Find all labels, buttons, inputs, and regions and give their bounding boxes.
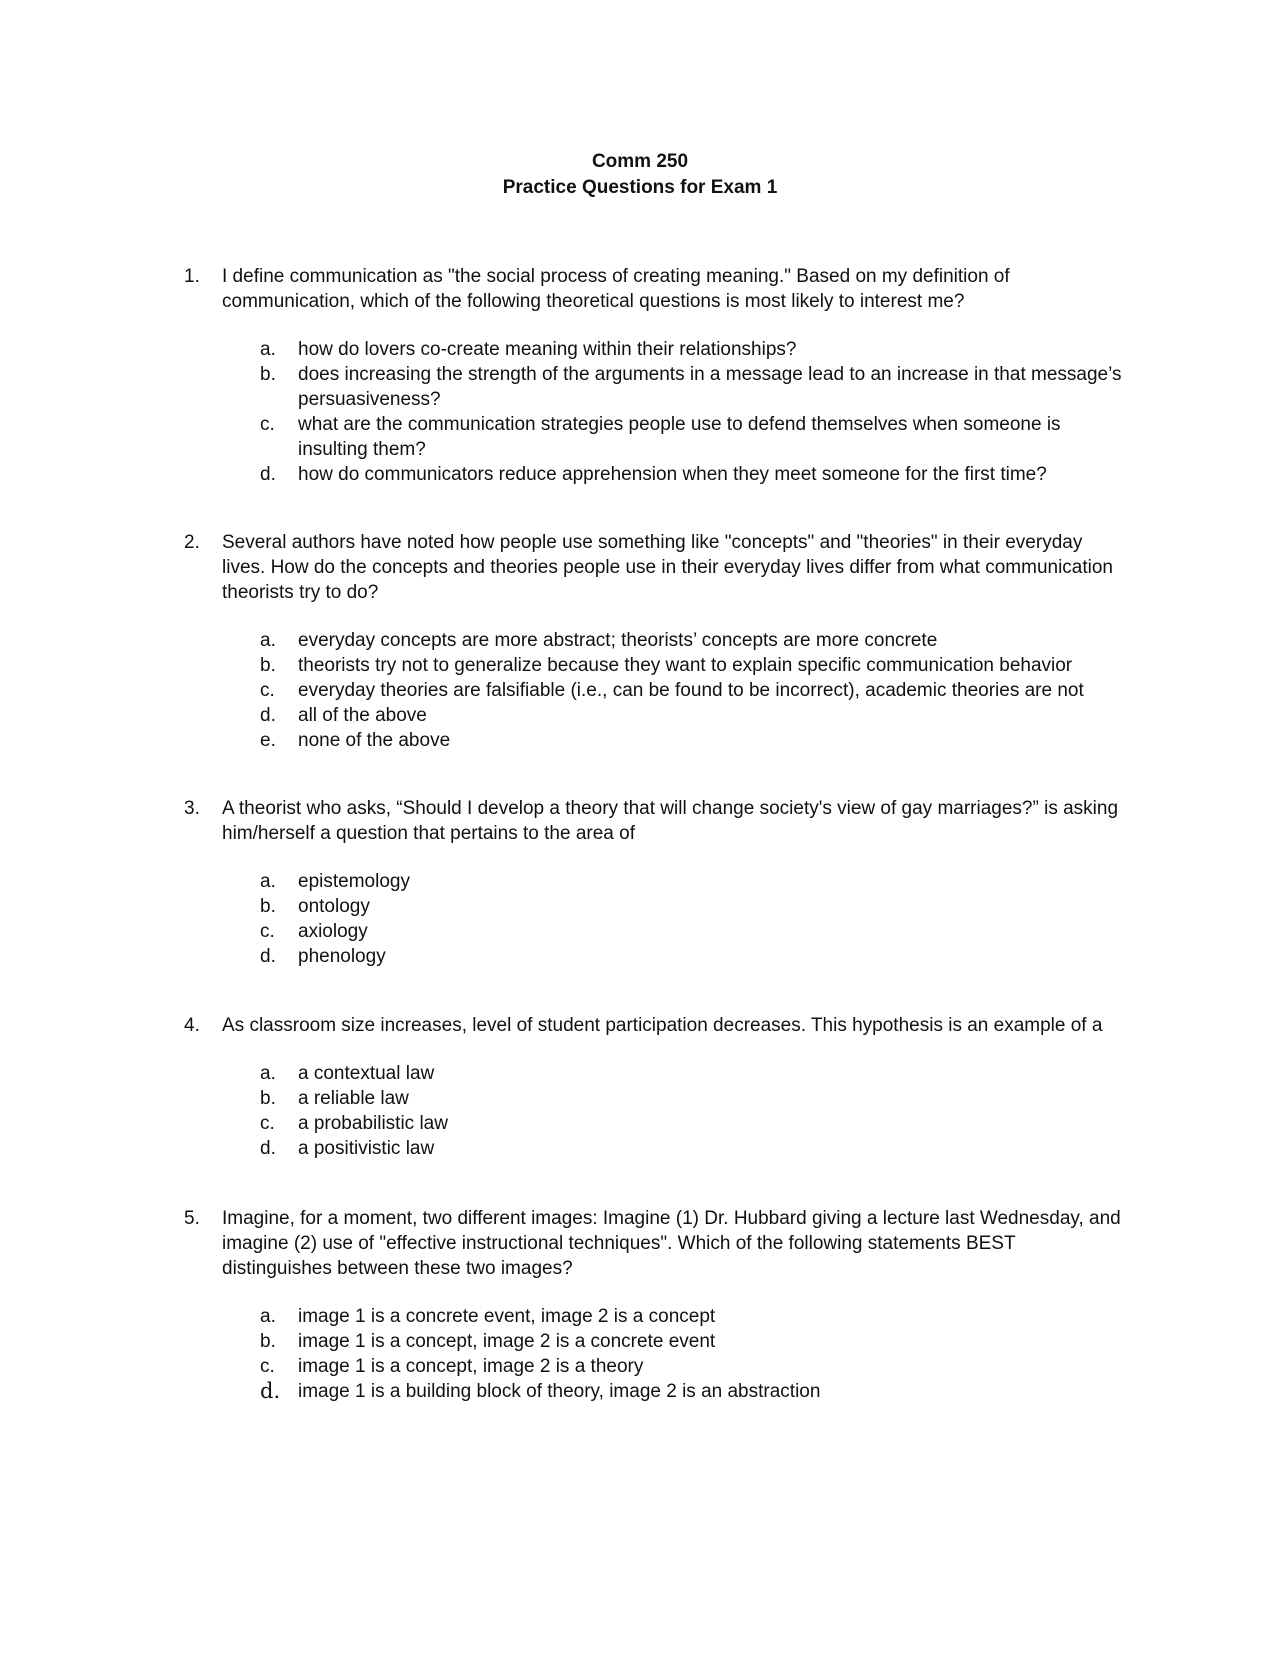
option-list <box>260 628 1124 753</box>
option-text: ontology <box>298 896 370 917</box>
question-2 <box>184 530 1124 753</box>
option-letter: d. <box>260 946 276 967</box>
option-d <box>260 944 1124 969</box>
option-text: epistemology <box>298 871 410 892</box>
option-letter: d. <box>260 705 276 726</box>
question-text: I define communication as "the social process of creating meaning." Based on my definition of communication, which of the following theoretical questions is most likely to interest me? <box>222 266 1010 312</box>
option-a <box>260 1061 1124 1086</box>
option-letter: a. <box>260 1063 276 1084</box>
option-text: none of the above <box>298 730 451 751</box>
option-a <box>260 628 1124 653</box>
option-text: all of the above <box>298 705 427 726</box>
option-c <box>260 1354 1124 1379</box>
option-letter: b. <box>260 1088 276 1109</box>
option-text: everyday concepts are more abstract; theorists’ concepts are more concrete <box>298 630 938 651</box>
question-4 <box>184 1013 1124 1161</box>
option-text: a contextual law <box>298 1063 435 1084</box>
option-letter: c. <box>260 1113 275 1134</box>
question-number: 2. <box>184 532 200 553</box>
option-text: how do communicators reduce apprehension when they meet someone for the first time? <box>298 464 1047 485</box>
option-c <box>260 412 1124 462</box>
option-text: phenology <box>298 946 386 967</box>
question-text: Imagine, for a moment, two different images: Imagine (1) Dr. Hubbard giving a lecture last Wednesday, and imagine (2) use of "effective instructional techniques". Which of the following statements BEST distinguishes between these two images? <box>222 1208 1121 1279</box>
course-title: Comm 250 <box>591 151 689 172</box>
exam-subtitle: Practice Questions for Exam 1 <box>502 177 778 198</box>
option-list <box>260 1061 1124 1161</box>
option-text: a reliable law <box>298 1088 409 1109</box>
option-letter: b. <box>260 364 276 385</box>
option-c <box>260 1111 1124 1136</box>
option-text: theorists try not to generalize because they want to explain specific communication behavior <box>298 655 1073 676</box>
question-text: Several authors have noted how people use something like "concepts" and "theories" in their everyday lives. How do the concepts and theories people use in their everyday lives differ from what communication theorists try to do? <box>222 532 1113 603</box>
option-text: image 1 is a concept, image 2 is a concrete event <box>298 1331 716 1352</box>
option-list <box>260 1304 1124 1404</box>
option-c <box>260 919 1124 944</box>
question-number: 3. <box>184 798 200 819</box>
question-text: A theorist who asks, “Should I develop a theory that will change society's view of gay marriages?” is asking him/herself a question that pertains to the area of <box>222 798 1119 844</box>
option-letter: a. <box>260 871 276 892</box>
option-text: image 1 is a concept, image 2 is a theory <box>298 1356 644 1377</box>
option-letter: b. <box>260 1331 276 1352</box>
option-b <box>260 362 1124 412</box>
option-b <box>260 1086 1124 1111</box>
option-d <box>260 1379 1124 1404</box>
question-number: 1. <box>184 266 200 287</box>
option-a <box>260 869 1124 894</box>
option-letter: c. <box>260 680 275 701</box>
option-text: how do lovers co-create meaning within their relationships? <box>298 339 797 360</box>
question-5 <box>184 1206 1124 1404</box>
option-letter: d. <box>260 464 276 485</box>
option-b <box>260 894 1124 919</box>
option-a <box>260 337 1124 362</box>
option-text: image 1 is a building block of theory, image 2 is an abstraction <box>298 1381 821 1402</box>
question-number: 5. <box>184 1208 200 1229</box>
option-letter: a. <box>260 630 276 651</box>
option-e <box>260 728 1124 753</box>
option-text: everyday theories are falsifiable (i.e., can be found to be incorrect), academic theories are not <box>298 680 1084 701</box>
option-letter: b. <box>260 896 276 917</box>
question-number: 4. <box>184 1015 200 1036</box>
question-text: As classroom size increases, level of student participation decreases. This hypothesis is an example of a <box>222 1015 1103 1036</box>
option-text: a probabilistic law <box>298 1113 448 1134</box>
option-text: a positivistic law <box>298 1138 435 1159</box>
option-text: does increasing the strength of the arguments in a message lead to an increase in that message’s persuasiveness? <box>298 364 1122 410</box>
option-list <box>260 337 1124 487</box>
option-text: axiology <box>298 921 368 942</box>
option-letter: c. <box>260 921 275 942</box>
option-letter: b. <box>260 655 276 676</box>
option-text: what are the communication strategies people use to defend themselves when someone is insulting them? <box>298 414 1061 460</box>
option-letter: e. <box>260 730 276 751</box>
option-letter: a. <box>260 1306 276 1327</box>
document-header <box>0 149 1280 201</box>
option-letter: a. <box>260 339 276 360</box>
option-d <box>260 703 1124 728</box>
option-letter: d. <box>260 1379 281 1403</box>
option-d <box>260 1136 1124 1161</box>
question-3 <box>184 796 1124 969</box>
option-list <box>260 869 1124 969</box>
option-letter: c. <box>260 1356 275 1377</box>
option-text: image 1 is a concrete event, image 2 is a concept <box>298 1306 716 1327</box>
option-letter: d. <box>260 1138 276 1159</box>
question-1 <box>184 264 1124 487</box>
option-b <box>260 653 1124 678</box>
option-b <box>260 1329 1124 1354</box>
option-c <box>260 678 1124 703</box>
option-a <box>260 1304 1124 1329</box>
option-letter: c. <box>260 414 275 435</box>
option-d <box>260 462 1124 487</box>
